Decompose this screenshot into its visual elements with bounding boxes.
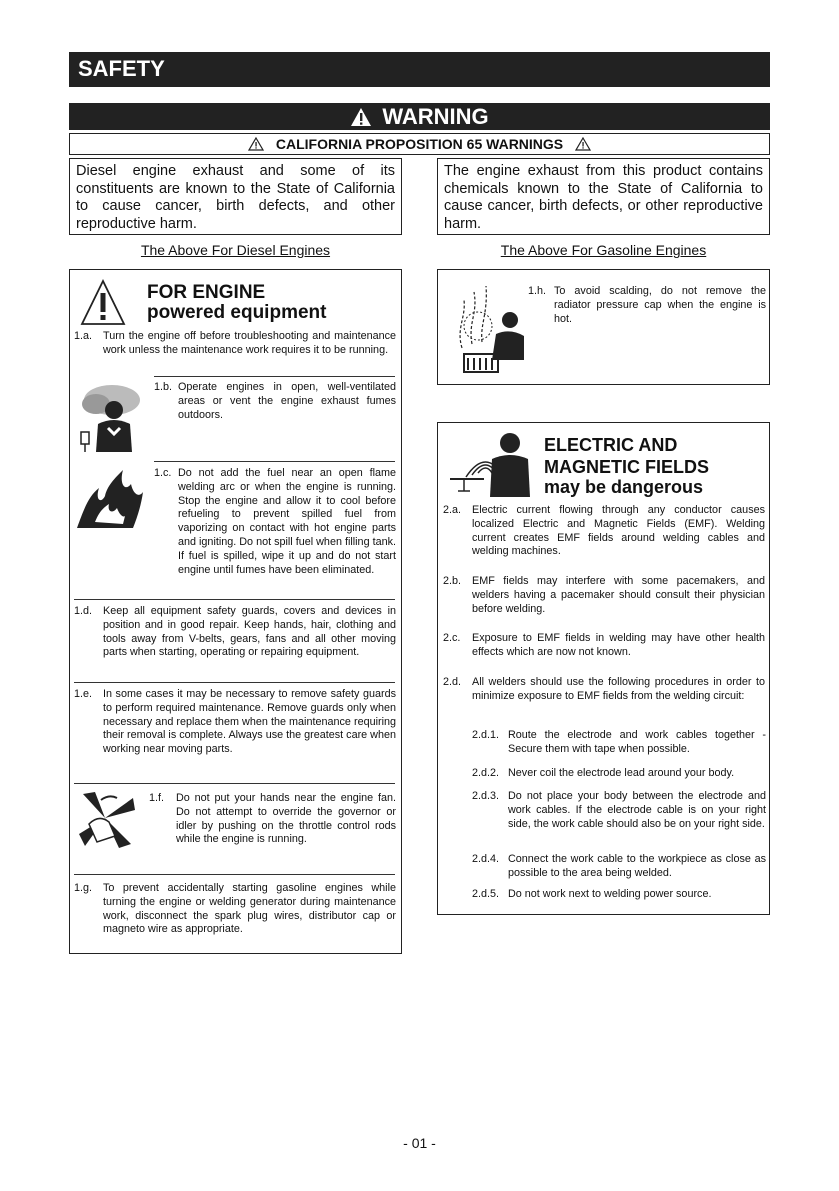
fan-hazard-icon	[75, 788, 141, 852]
prop65-title: CALIFORNIA PROPOSITION 65 WARNINGS	[275, 136, 564, 152]
emf-title-line2: MAGNETIC FIELDS	[544, 457, 709, 477]
diesel-caption: The Above For Diesel Engines	[140, 242, 331, 258]
divider	[74, 874, 395, 875]
divider	[154, 376, 395, 377]
gasoline-warning-box	[437, 158, 770, 235]
warning-title: WARNING	[382, 104, 489, 129]
divider	[154, 461, 395, 462]
exhaust-fumes-icon	[76, 382, 146, 456]
engine-title-line2: powered equipment	[147, 302, 327, 323]
radiator-warning-panel: 1.h. To avoid scalding, do not remove the radiator pressure cap when the engine is hot.	[437, 269, 770, 385]
emf-safety-panel: ELECTRIC AND MAGNETIC FIELDS may be dangerous 2.a. Electric current flowing through any conductor causes localized Electric and Magnetic Fields (EMF). Welding current creates EMF fields around welding cables and welding machines. 2.b. EMF fields may interfere with some pacemakers, and welders having a pacemaker should consult their physician before welding. 2.c. Exposure to EMF fields in welding may have other health effects which are now not known. 2.d. All welders should use the following procedures in order to minimize exposure to EMF fields from the welding circuit: 2.d.1. Route the electrode and work cables together - Secure them with tape when possible. 2.d.2. Never coil the electrode lead around your body. 2.d.3. Do not place your body between the electrode and work cables. If the electrode cable is on your right side, the work cable should also be on your right side. 2.d.4. Connect the work cable to the workpiece as close as possible to the area being welded. 2.d.5. Do not work next to welding power source.	[437, 422, 770, 915]
diesel-warning-text: Diesel engine exhaust and some of its constituents are known to the State of California to cause cancer, birth defects, and other reproductive harm.	[76, 163, 395, 232]
engine-safety-panel: FOR ENGINE powered equipment 1.a. Turn the engine off before troubleshooting and maintenance work unless the maintenance work requires it to be running. 1.b. Operate engines in open, well-ventilated areas or vent the engine exhaust fumes outdoors. 1.c. Do not add the fuel near an open flame welding arc or when the engine is running. Stop the engine and allow it to cool before refueling to prevent spilled fuel from vaporizing on contact with hot engine parts and igniting. Do not spill fuel when filling tank. If fuel is spilled, wipe it up and do not start engine until fumes have been eliminated. 1.d. Keep all equipment safety guards, covers and devices in position and in good repair. Keep hands, hair, clothing and tools away from V-belts, gears, fans and all other moving parts when starting, operating or repairing equipment. 1.e. In some cases it may be necessary to remove safety guards to perform required maintenance. Remove guards only when necessary and replace them when the maintenance requiring their removal is complete. Always use the greatest care when working near moving parts. 1.f. Do not put your hands near the engine fan. Do not attempt to override the governor or idler by pushing on the throttle control rods while the engine is running. 1.g. To prevent accidentally starting gasoline engines while turning the engine or welding generator during maintenance work, disconnect the spark plug wires, distributor cap or magneto wire as appropriate.	[69, 269, 402, 954]
section-title-bar	[69, 52, 770, 87]
exclamation-warning-icon	[79, 278, 127, 328]
engine-title-line1: FOR ENGINE	[147, 282, 266, 303]
scalding-icon	[448, 278, 528, 374]
caution-icon	[575, 137, 591, 151]
divider	[74, 599, 395, 600]
warning-triangle-icon	[350, 107, 372, 127]
caution-icon	[248, 137, 264, 151]
divider	[74, 783, 395, 784]
emf-title-line3: may be dangerous	[544, 477, 704, 497]
emf-title-line1: ELECTRIC AND	[544, 435, 678, 455]
flame-icon	[75, 466, 145, 530]
prop65-title-bar	[69, 133, 770, 155]
gasoline-warning-text: The engine exhaust from this product contains chemicals known to the State of California to cause cancer, birth defects, or other reproductive harm.	[444, 163, 763, 232]
warning-bar	[69, 103, 770, 130]
diesel-warning-box	[69, 158, 402, 235]
gasoline-caption: The Above For Gasoline Engines	[500, 242, 707, 258]
emf-welder-icon	[448, 429, 538, 499]
section-title: SAFETY	[78, 56, 165, 81]
page-number: - 01 -	[403, 1135, 436, 1151]
divider	[74, 682, 395, 683]
